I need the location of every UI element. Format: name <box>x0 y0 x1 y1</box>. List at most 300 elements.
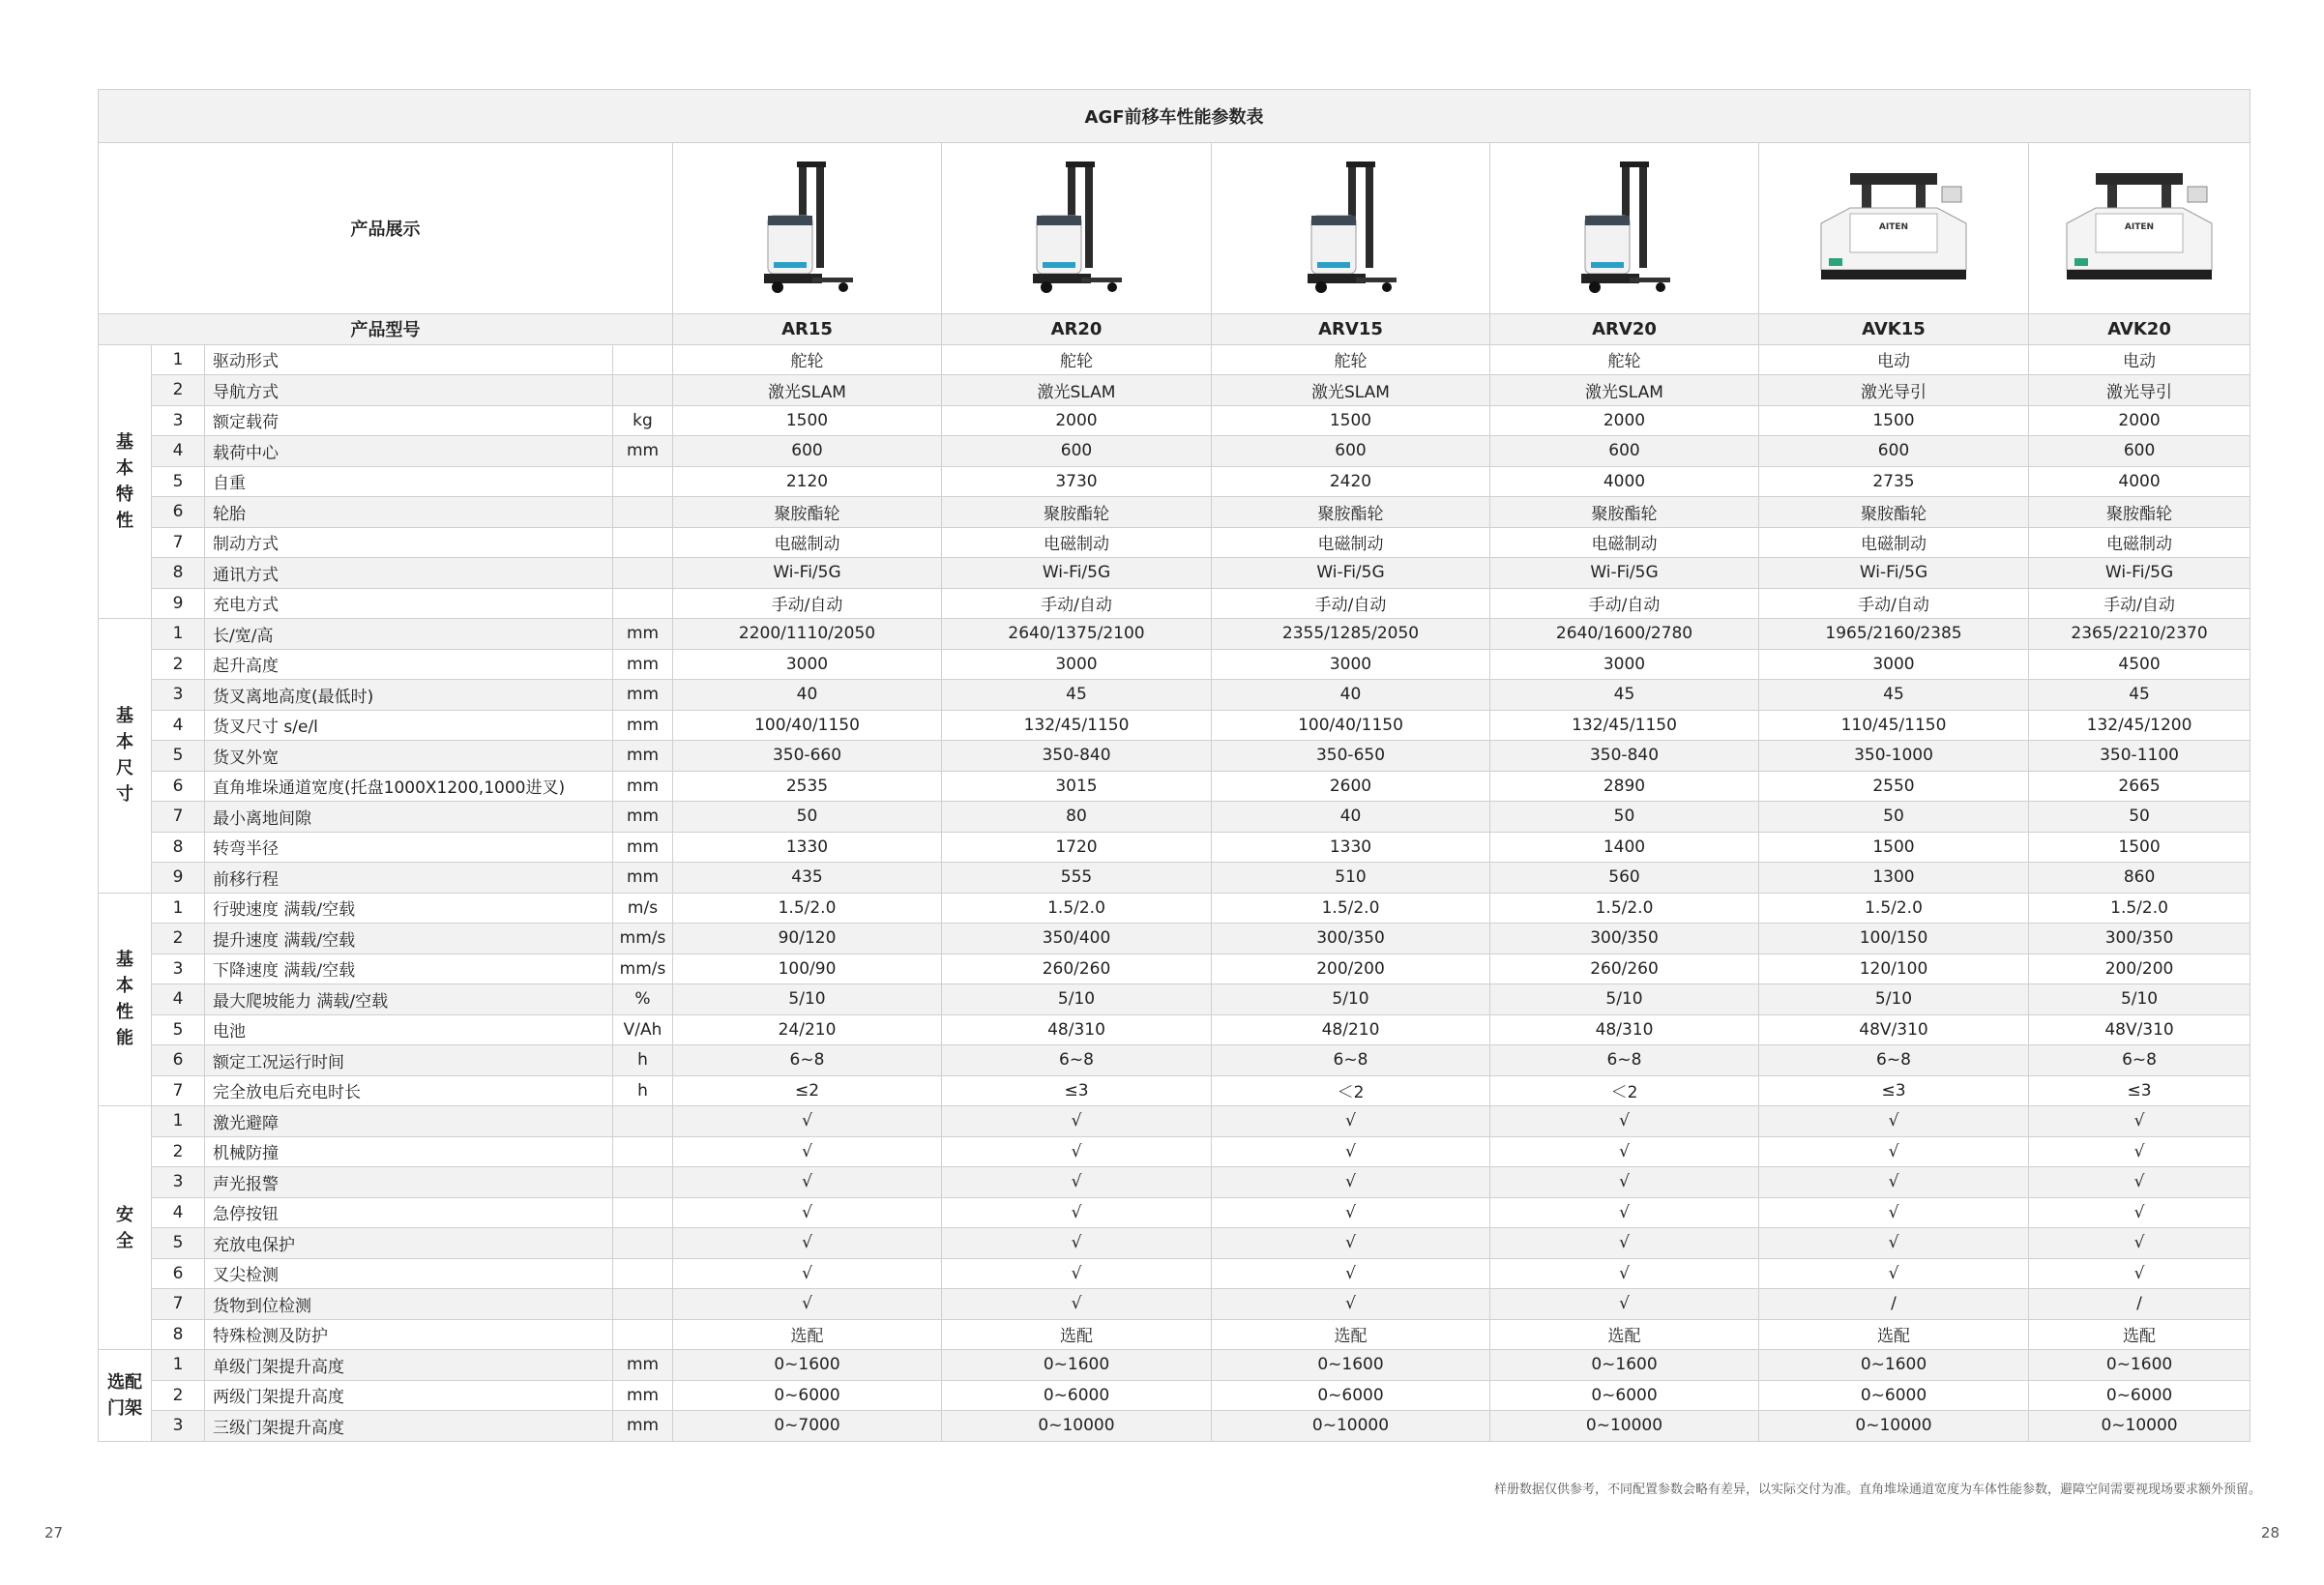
row-name: 轮胎 <box>205 497 613 528</box>
row-value: 电动 <box>2029 344 2250 375</box>
table-row <box>99 1075 2250 1106</box>
wheel-rear <box>772 281 783 293</box>
row-value: √ <box>1490 1258 1759 1289</box>
row-value: 40 <box>1212 680 1490 711</box>
row-value: 48V/310 <box>1759 1014 2029 1045</box>
row-value: 100/40/1150 <box>1212 710 1490 741</box>
body-top <box>1037 216 1081 225</box>
group-label-text: 基本性能 <box>116 950 133 1049</box>
page-number-right: 28 <box>2260 1524 2280 1541</box>
row-value: 0~1600 <box>942 1350 1212 1381</box>
table-row <box>99 863 2250 894</box>
row-value: 350-840 <box>1490 741 1759 772</box>
row-value: 435 <box>673 863 942 894</box>
forklift-image <box>2057 165 2221 291</box>
row-value: √ <box>1212 1197 1490 1228</box>
row-number: 3 <box>152 405 205 436</box>
row-name: 单级门架提升高度 <box>205 1350 613 1381</box>
row-value: 电磁制动 <box>942 527 1212 558</box>
table-row <box>99 1289 2250 1320</box>
row-number: 4 <box>152 984 205 1015</box>
status-light <box>1591 262 1624 268</box>
row-value: √ <box>1490 1197 1759 1228</box>
row-name: 直角堆垛通道宽度(托盘1000X1200,1000进叉) <box>205 771 613 802</box>
row-name: 通讯方式 <box>205 558 613 589</box>
row-name: 特殊检测及防护 <box>205 1319 613 1350</box>
row-value: √ <box>1212 1258 1490 1289</box>
row-value: 510 <box>1212 863 1490 894</box>
row-value: 6~8 <box>2029 1045 2250 1076</box>
status-light <box>774 262 807 268</box>
row-number: 1 <box>152 1350 205 1381</box>
row-name: 声光报警 <box>205 1167 613 1198</box>
row-unit: mm <box>613 680 673 711</box>
row-name: 充电方式 <box>205 588 613 619</box>
row-value: 3000 <box>942 649 1212 680</box>
row-value: 1300 <box>1759 863 2029 894</box>
mast-top <box>2096 173 2183 185</box>
row-unit: mm <box>613 619 673 650</box>
row-value: Wi-Fi/5G <box>942 558 1212 589</box>
row-value: 1.5/2.0 <box>1212 893 1490 924</box>
row-number: 9 <box>152 863 205 894</box>
mast-right <box>816 161 824 268</box>
forklift-image <box>1572 156 1678 301</box>
row-value: 5/10 <box>1759 984 2029 1015</box>
row-name: 激光避障 <box>205 1106 613 1137</box>
row-value: 手动/自动 <box>2029 588 2250 619</box>
row-value: √ <box>673 1289 942 1320</box>
row-unit: mm <box>613 802 673 833</box>
row-number: 9 <box>152 588 205 619</box>
row-value: 选配 <box>942 1319 1212 1350</box>
row-unit: h <box>613 1045 673 1076</box>
row-value: 手动/自动 <box>673 588 942 619</box>
body-top <box>1311 216 1356 225</box>
table-row <box>99 1014 2250 1045</box>
table-row <box>99 984 2250 1015</box>
table-row <box>99 1167 2250 1198</box>
body-top <box>768 216 812 225</box>
mast-top <box>1066 161 1095 167</box>
forklift-image <box>1023 156 1130 301</box>
row-value: 电磁制动 <box>1759 527 2029 558</box>
row-value: 80 <box>942 802 1212 833</box>
product-image-avk15 <box>1759 143 2029 314</box>
row-name: 最大爬坡能力 满载/空载 <box>205 984 613 1015</box>
row-number: 7 <box>152 527 205 558</box>
status-light <box>2074 258 2088 266</box>
row-unit: m/s <box>613 893 673 924</box>
row-value: √ <box>2029 1106 2250 1137</box>
row-value: √ <box>1212 1106 1490 1137</box>
table-row <box>99 1106 2250 1137</box>
row-value: √ <box>2029 1197 2250 1228</box>
row-value: 舵轮 <box>1490 344 1759 375</box>
row-value: 0~1600 <box>2029 1350 2250 1381</box>
row-unit <box>613 1258 673 1289</box>
wheel-rear <box>1041 281 1052 293</box>
row-value: Wi-Fi/5G <box>1759 558 2029 589</box>
row-unit <box>613 466 673 497</box>
table-row <box>99 619 2250 650</box>
row-value: 0~6000 <box>1212 1380 1490 1411</box>
row-number: 2 <box>152 375 205 406</box>
model-ar15: AR15 <box>673 314 942 345</box>
wheel-rear <box>1589 281 1601 293</box>
row-value: √ <box>1490 1167 1759 1198</box>
row-name: 长/宽/高 <box>205 619 613 650</box>
row-value: 2120 <box>673 466 942 497</box>
row-value: 350/400 <box>942 924 1212 954</box>
row-value: 6~8 <box>942 1045 1212 1076</box>
row-value: 1720 <box>942 832 1212 863</box>
row-unit: % <box>613 984 673 1015</box>
group-label-text: 基本尺寸 <box>116 706 133 806</box>
row-value: 选配 <box>2029 1319 2250 1350</box>
row-unit <box>613 558 673 589</box>
sensor-box <box>2188 187 2207 202</box>
table-row <box>99 680 2250 711</box>
row-unit: mm <box>613 741 673 772</box>
row-value: √ <box>1212 1136 1490 1167</box>
row-value: √ <box>1212 1167 1490 1198</box>
row-unit: kg <box>613 405 673 436</box>
row-number: 2 <box>152 924 205 954</box>
row-value: 0~10000 <box>1212 1411 1490 1442</box>
model-avk20: AVK20 <box>2029 314 2250 345</box>
row-value: 4500 <box>2029 649 2250 680</box>
table-row <box>99 1228 2250 1259</box>
row-value: 200/200 <box>1212 954 1490 984</box>
row-value: 350-650 <box>1212 741 1490 772</box>
row-value: ≤3 <box>2029 1075 2250 1106</box>
row-value: 激光导引 <box>1759 375 2029 406</box>
row-value: 40 <box>673 680 942 711</box>
row-value: 1.5/2.0 <box>2029 893 2250 924</box>
row-value: 4000 <box>2029 466 2250 497</box>
row-value: √ <box>673 1258 942 1289</box>
title-row <box>99 90 2250 143</box>
forklift-image <box>1811 165 1976 291</box>
product-image-arv15 <box>1212 143 1490 314</box>
row-value: 2640/1600/2780 <box>1490 619 1759 650</box>
row-value: 300/350 <box>1212 924 1490 954</box>
row-value: 1965/2160/2385 <box>1759 619 2029 650</box>
row-number: 6 <box>152 497 205 528</box>
status-light <box>1317 262 1350 268</box>
fork <box>812 278 853 282</box>
product-image-arv20 <box>1490 143 1759 314</box>
row-name: 提升速度 满载/空载 <box>205 924 613 954</box>
row-value: 600 <box>1759 436 2029 467</box>
row-value: 电动 <box>1759 344 2029 375</box>
row-value: 1.5/2.0 <box>673 893 942 924</box>
row-value: 6~8 <box>1759 1045 2029 1076</box>
mast-right <box>1085 161 1093 268</box>
row-name: 制动方式 <box>205 527 613 558</box>
row-value: 45 <box>1759 680 2029 711</box>
row-value: 2665 <box>2029 771 2250 802</box>
model-ar20: AR20 <box>942 314 1212 345</box>
row-value: 聚胺酯轮 <box>1759 497 2029 528</box>
row-value: 0~1600 <box>1490 1350 1759 1381</box>
row-unit <box>613 1289 673 1320</box>
row-number: 4 <box>152 1197 205 1228</box>
row-value: 2890 <box>1490 771 1759 802</box>
row-unit: mm <box>613 649 673 680</box>
row-value: 手动/自动 <box>1490 588 1759 619</box>
row-name: 转弯半径 <box>205 832 613 863</box>
row-value: √ <box>942 1258 1212 1289</box>
table-row <box>99 405 2250 436</box>
row-value: 560 <box>1490 863 1759 894</box>
row-value: 350-1100 <box>2029 741 2250 772</box>
row-value: √ <box>1759 1106 2029 1137</box>
mast-top <box>1620 161 1649 167</box>
row-value: 100/150 <box>1759 924 2029 954</box>
row-value: 350-840 <box>942 741 1212 772</box>
model-row <box>99 314 2250 345</box>
row-number: 3 <box>152 954 205 984</box>
row-value: 激光导引 <box>2029 375 2250 406</box>
row-unit <box>613 1228 673 1259</box>
row-value: 0~6000 <box>1759 1380 2029 1411</box>
table-row <box>99 1045 2250 1076</box>
row-value: 3000 <box>1490 649 1759 680</box>
row-value: √ <box>2029 1228 2250 1259</box>
row-value: 24/210 <box>673 1014 942 1045</box>
row-value: 120/100 <box>1759 954 2029 984</box>
table-row <box>99 1319 2250 1350</box>
row-number: 4 <box>152 436 205 467</box>
row-name: 急停按钮 <box>205 1197 613 1228</box>
row-name: 货物到位检测 <box>205 1289 613 1320</box>
row-value: 0~10000 <box>2029 1411 2250 1442</box>
table-row <box>99 924 2250 954</box>
row-number: 7 <box>152 1075 205 1106</box>
wheel-front <box>1382 282 1392 292</box>
row-value: 600 <box>1212 436 1490 467</box>
row-value: 0~6000 <box>1490 1380 1759 1411</box>
row-number: 6 <box>152 771 205 802</box>
row-value: √ <box>942 1136 1212 1167</box>
group-label-text: 基本特性 <box>116 431 133 531</box>
row-value: 聚胺酯轮 <box>942 497 1212 528</box>
table-row <box>99 1350 2250 1381</box>
row-value: Wi-Fi/5G <box>2029 558 2250 589</box>
row-value: 1400 <box>1490 832 1759 863</box>
row-name: 叉尖检测 <box>205 1258 613 1289</box>
table-row <box>99 1136 2250 1167</box>
row-value: 1500 <box>673 405 942 436</box>
row-value: 260/260 <box>1490 954 1759 984</box>
row-value: √ <box>1490 1289 1759 1320</box>
row-value: √ <box>673 1197 942 1228</box>
row-value: 电磁制动 <box>1212 527 1490 558</box>
row-number: 1 <box>152 1106 205 1137</box>
row-number: 2 <box>152 649 205 680</box>
row-value: 手动/自动 <box>1212 588 1490 619</box>
row-number: 5 <box>152 1228 205 1259</box>
wheel-front <box>1656 282 1665 292</box>
row-value: 50 <box>1490 802 1759 833</box>
model-arv15: ARV15 <box>1212 314 1490 345</box>
row-value: √ <box>1759 1136 2029 1167</box>
row-value: 350-660 <box>673 741 942 772</box>
row-unit <box>613 344 673 375</box>
row-value: 100/90 <box>673 954 942 984</box>
row-number: 7 <box>152 802 205 833</box>
row-value: 860 <box>2029 863 2250 894</box>
product-image-ar15 <box>673 143 942 314</box>
spec-table <box>98 89 2250 1442</box>
row-number: 8 <box>152 832 205 863</box>
table-row <box>99 1197 2250 1228</box>
row-value: 2600 <box>1212 771 1490 802</box>
row-value: 132/45/1150 <box>942 710 1212 741</box>
row-value: 激光SLAM <box>1490 375 1759 406</box>
row-value: 48/310 <box>942 1014 1212 1045</box>
row-number: 2 <box>152 1380 205 1411</box>
row-value: 48/310 <box>1490 1014 1759 1045</box>
row-name: 两级门架提升高度 <box>205 1380 613 1411</box>
row-value: 0~6000 <box>942 1380 1212 1411</box>
status-light <box>1043 262 1075 268</box>
model-label: 产品型号 <box>99 314 673 345</box>
group-label <box>99 1350 152 1442</box>
mast-top <box>1346 161 1375 167</box>
row-value: 0~10000 <box>1759 1411 2029 1442</box>
row-unit: V/Ah <box>613 1014 673 1045</box>
row-value: 3000 <box>673 649 942 680</box>
row-unit: h <box>613 1075 673 1106</box>
row-number: 5 <box>152 1014 205 1045</box>
row-name: 货叉外宽 <box>205 741 613 772</box>
table-row <box>99 558 2250 589</box>
row-name: 自重 <box>205 466 613 497</box>
table-row <box>99 1411 2250 1442</box>
row-number: 3 <box>152 1411 205 1442</box>
table-row <box>99 1258 2250 1289</box>
row-value: 选配 <box>673 1319 942 1350</box>
row-name: 载荷中心 <box>205 436 613 467</box>
table-title: AGF前移车性能参数表 <box>99 90 2250 143</box>
row-value: 6~8 <box>673 1045 942 1076</box>
row-unit <box>613 1106 673 1137</box>
row-unit <box>613 497 673 528</box>
row-name: 额定载荷 <box>205 405 613 436</box>
table-row <box>99 375 2250 406</box>
row-unit <box>613 1319 673 1350</box>
table-row <box>99 1380 2250 1411</box>
row-value: 555 <box>942 863 1212 894</box>
row-unit <box>613 1136 673 1167</box>
row-value: 50 <box>673 802 942 833</box>
row-value: 2365/2210/2370 <box>2029 619 2250 650</box>
row-unit: mm <box>613 863 673 894</box>
fork <box>1081 278 1122 282</box>
group-label <box>99 893 152 1106</box>
row-value: 0~1600 <box>673 1350 942 1381</box>
row-value: 0~1600 <box>1212 1350 1490 1381</box>
footnote: 样册数据仅供参考，不同配置参数会略有差异，以实际交付为准。直角堆垛通道宽度为车体性能参数，避障空间需要视现场要求额外预留。 <box>1493 1482 2261 1497</box>
row-name: 起升高度 <box>205 649 613 680</box>
table-row <box>99 954 2250 984</box>
row-value: 激光SLAM <box>1212 375 1490 406</box>
row-number: 5 <box>152 741 205 772</box>
row-number: 4 <box>152 710 205 741</box>
row-value: 3000 <box>1212 649 1490 680</box>
row-number: 8 <box>152 558 205 589</box>
row-unit: mm <box>613 1380 673 1411</box>
chassis <box>1821 270 1966 279</box>
row-value: 电磁制动 <box>2029 527 2250 558</box>
row-value: √ <box>673 1136 942 1167</box>
row-value: 6~8 <box>1212 1045 1490 1076</box>
row-value: 300/350 <box>2029 924 2250 954</box>
row-value: √ <box>942 1167 1212 1198</box>
row-value: 600 <box>942 436 1212 467</box>
model-arv20: ARV20 <box>1490 314 1759 345</box>
row-unit: mm <box>613 1411 673 1442</box>
table-row <box>99 527 2250 558</box>
row-value: 选配 <box>1212 1319 1490 1350</box>
row-value: 6~8 <box>1490 1045 1759 1076</box>
row-value: ≤2 <box>673 1075 942 1106</box>
row-unit: mm <box>613 771 673 802</box>
row-value: 1500 <box>1759 832 2029 863</box>
row-value: 舵轮 <box>942 344 1212 375</box>
body-front <box>1850 214 1937 252</box>
row-value: 0~10000 <box>942 1411 1212 1442</box>
row-value: 40 <box>1212 802 1490 833</box>
row-value: 45 <box>942 680 1212 711</box>
row-name: 额定工况运行时间 <box>205 1045 613 1076</box>
row-value: 0~6000 <box>2029 1380 2250 1411</box>
row-unit: mm <box>613 832 673 863</box>
status-light <box>1829 258 1842 266</box>
row-name: 三级门架提升高度 <box>205 1411 613 1442</box>
row-unit <box>613 527 673 558</box>
table-row <box>99 649 2250 680</box>
row-value: / <box>1759 1289 2029 1320</box>
row-value: 3000 <box>1759 649 2029 680</box>
row-number: 1 <box>152 344 205 375</box>
row-value: √ <box>1212 1228 1490 1259</box>
table-row <box>99 771 2250 802</box>
row-name: 货叉离地高度(最低时) <box>205 680 613 711</box>
row-value: ≤3 <box>1759 1075 2029 1106</box>
row-value: √ <box>1490 1228 1759 1259</box>
row-name: 机械防撞 <box>205 1136 613 1167</box>
row-value: 0~10000 <box>1490 1411 1759 1442</box>
row-value: √ <box>2029 1136 2250 1167</box>
row-value: 2000 <box>1490 405 1759 436</box>
table-row <box>99 436 2250 467</box>
showcase-label: 产品展示 <box>99 143 673 314</box>
row-name: 电池 <box>205 1014 613 1045</box>
table-row <box>99 588 2250 619</box>
table-row <box>99 741 2250 772</box>
mast-right <box>1639 161 1647 268</box>
row-value: 350-1000 <box>1759 741 2029 772</box>
spec-body <box>99 90 2250 1442</box>
row-value: 5/10 <box>673 984 942 1015</box>
product-image-ar20 <box>942 143 1212 314</box>
fork <box>1356 278 1397 282</box>
row-value: 聚胺酯轮 <box>1212 497 1490 528</box>
